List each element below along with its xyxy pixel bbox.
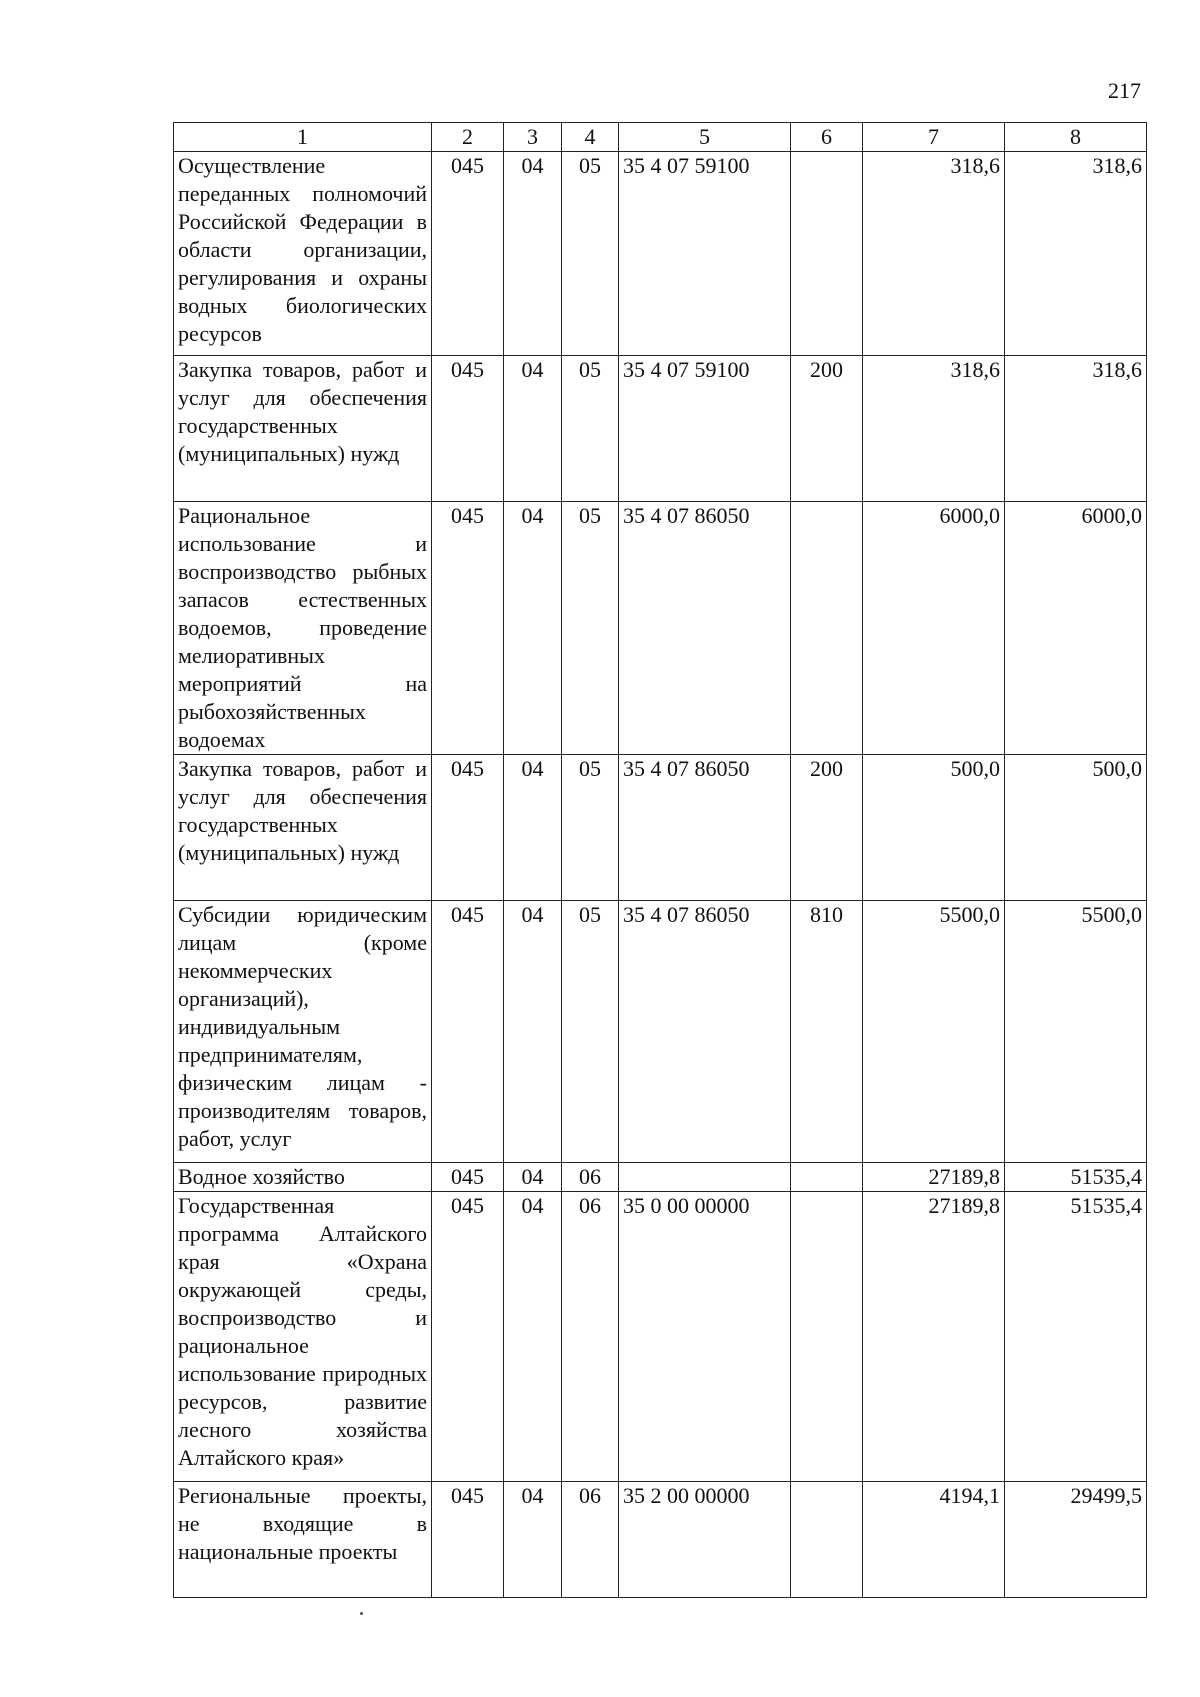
admin-code-cell: 045 <box>432 901 504 1163</box>
target-article-cell: 35 4 07 86050 <box>619 755 791 901</box>
amount-col8-cell: 51535,4 <box>1005 1163 1147 1192</box>
page-number: 217 <box>1108 78 1141 103</box>
amount-col8-cell: 29499,5 <box>1005 1482 1147 1598</box>
expense-type-cell: 810 <box>791 901 863 1163</box>
amount-col8-cell: 318,6 <box>1005 152 1147 356</box>
expense-type-cell: 200 <box>791 356 863 502</box>
row-description: Государственная программа Алтайского края «Охрана окружающей среды, воспроизводство и рациональное использование природных ресурсов, развитие лесного хозяйства Алтайского края» <box>174 1192 432 1482</box>
table-row <box>174 502 1147 755</box>
amount-col8-cell: 500,0 <box>1005 755 1147 901</box>
subsection-cell: 05 <box>562 356 619 502</box>
section-cell: 04 <box>504 356 562 502</box>
target-article-cell: 35 4 07 59100 <box>619 356 791 502</box>
expense-type-cell <box>791 1192 863 1482</box>
amount-col8-cell: 6000,0 <box>1005 502 1147 755</box>
row-description: Водное хозяйство <box>174 1163 432 1192</box>
admin-code-cell: 045 <box>432 356 504 502</box>
subsection-cell: 06 <box>562 1163 619 1192</box>
header-cell: 7 <box>863 123 1005 152</box>
table-row <box>174 1482 1147 1598</box>
admin-code-cell: 045 <box>432 1163 504 1192</box>
target-article-cell: 35 2 00 00000 <box>619 1482 791 1598</box>
amount-col7-cell: 27189,8 <box>863 1192 1005 1482</box>
amount-col8-cell: 318,6 <box>1005 356 1147 502</box>
section-cell: 04 <box>504 1192 562 1482</box>
target-article-cell <box>619 1163 791 1192</box>
row-description: Рациональное использование и воспроизводство рыбных запасов естественных водоемов, проведение мелиоративных мероприятий на рыбохозяйственных водоемах <box>174 502 432 755</box>
subsection-cell: 05 <box>562 152 619 356</box>
header-cell: 8 <box>1005 123 1147 152</box>
admin-code-cell: 045 <box>432 502 504 755</box>
header-cell: 6 <box>791 123 863 152</box>
target-article-cell: 35 4 07 86050 <box>619 502 791 755</box>
admin-code-cell: 045 <box>432 152 504 356</box>
expense-type-cell <box>791 152 863 356</box>
header-cell: 3 <box>504 123 562 152</box>
header-cell: 1 <box>174 123 432 152</box>
budget-table <box>173 122 1147 1598</box>
section-cell: 04 <box>504 1163 562 1192</box>
section-cell: 04 <box>504 755 562 901</box>
amount-col8-cell: 5500,0 <box>1005 901 1147 1163</box>
amount-col7-cell: 5500,0 <box>863 901 1005 1163</box>
section-cell: 04 <box>504 502 562 755</box>
subsection-cell: 05 <box>562 901 619 1163</box>
subsection-cell: 05 <box>562 502 619 755</box>
header-cell: 5 <box>619 123 791 152</box>
expense-type-cell <box>791 1482 863 1598</box>
section-cell: 04 <box>504 1482 562 1598</box>
subsection-cell: 05 <box>562 755 619 901</box>
table-row <box>174 755 1147 901</box>
row-description: Закупка товаров, работ и услуг для обеспечения государственных (муниципальных) нужд <box>174 356 432 502</box>
table-row <box>174 1163 1147 1192</box>
amount-col7-cell: 500,0 <box>863 755 1005 901</box>
amount-col7-cell: 6000,0 <box>863 502 1005 755</box>
amount-col8-cell: 51535,4 <box>1005 1192 1147 1482</box>
table-row <box>174 901 1147 1163</box>
expense-type-cell <box>791 1163 863 1192</box>
scan-speck <box>360 1612 363 1615</box>
target-article-cell: 35 4 07 86050 <box>619 901 791 1163</box>
header-cell: 4 <box>562 123 619 152</box>
row-description: Региональные проекты, не входящие в национальные проекты <box>174 1482 432 1598</box>
section-cell: 04 <box>504 152 562 356</box>
target-article-cell: 35 0 00 00000 <box>619 1192 791 1482</box>
admin-code-cell: 045 <box>432 1192 504 1482</box>
row-description: Осуществление переданных полномочий Российской Федерации в области организации, регулирования и охраны водных биологических ресурсов <box>174 152 432 356</box>
table-row <box>174 356 1147 502</box>
table-row <box>174 152 1147 356</box>
amount-col7-cell: 318,6 <box>863 356 1005 502</box>
expense-type-cell: 200 <box>791 755 863 901</box>
admin-code-cell: 045 <box>432 1482 504 1598</box>
subsection-cell: 06 <box>562 1482 619 1598</box>
table-row <box>174 1192 1147 1482</box>
target-article-cell: 35 4 07 59100 <box>619 152 791 356</box>
header-cell: 2 <box>432 123 504 152</box>
row-description: Закупка товаров, работ и услуг для обеспечения государственных (муниципальных) нужд <box>174 755 432 901</box>
amount-col7-cell: 4194,1 <box>863 1482 1005 1598</box>
amount-col7-cell: 27189,8 <box>863 1163 1005 1192</box>
subsection-cell: 06 <box>562 1192 619 1482</box>
section-cell: 04 <box>504 901 562 1163</box>
header-row <box>174 123 1147 152</box>
amount-col7-cell: 318,6 <box>863 152 1005 356</box>
expense-type-cell <box>791 502 863 755</box>
row-description: Субсидии юридическим лицам (кроме некоммерческих организаций), индивидуальным предпринимателям, физическим лицам - производителям товаров, работ, услуг <box>174 901 432 1163</box>
admin-code-cell: 045 <box>432 755 504 901</box>
